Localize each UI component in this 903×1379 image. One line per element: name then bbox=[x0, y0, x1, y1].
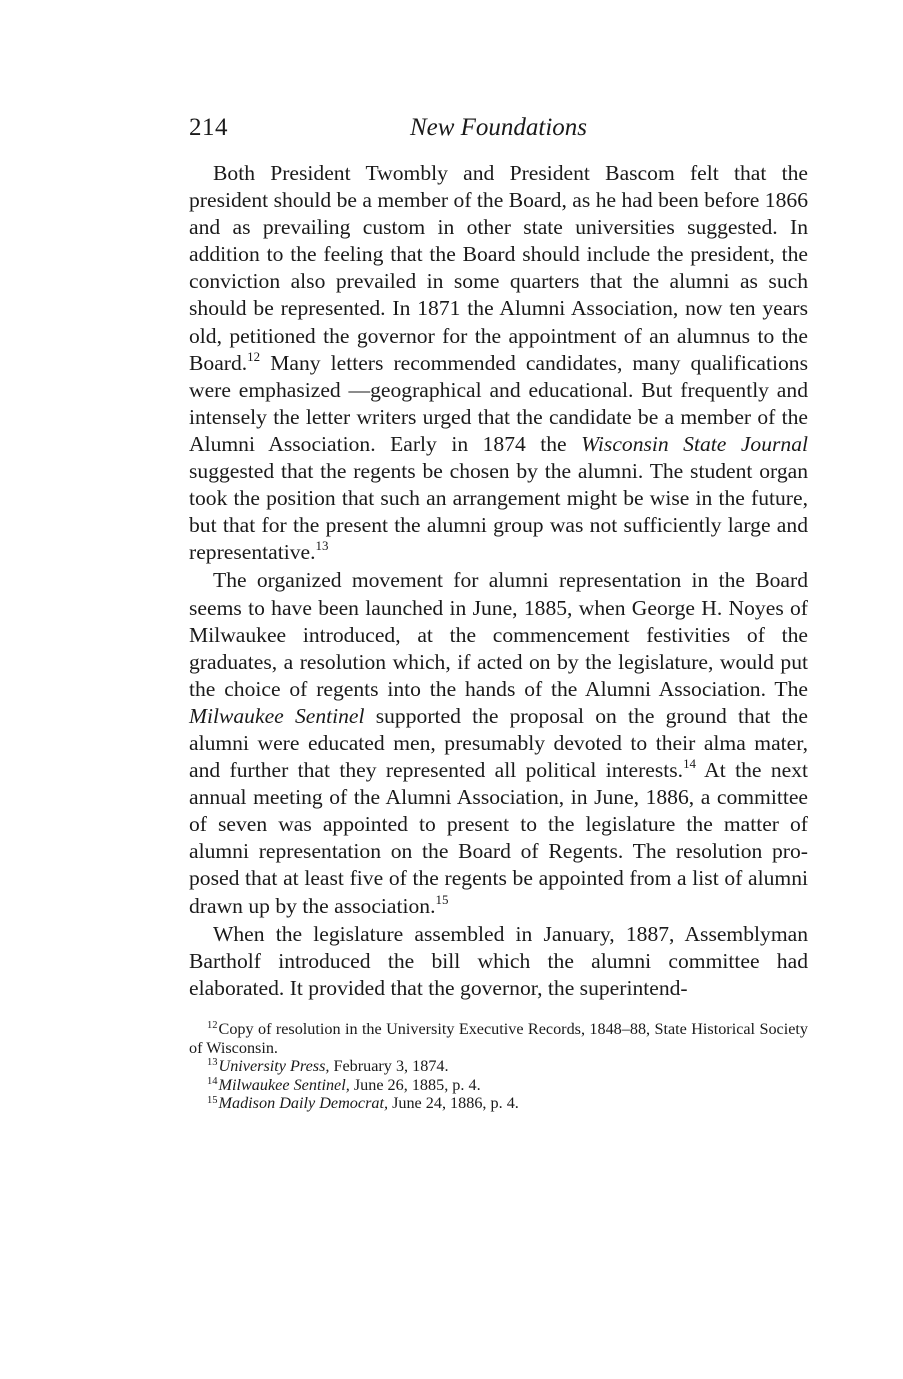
footnote-15 bbox=[189, 1094, 808, 1113]
text-run: June 26, 1885, p. 4. bbox=[349, 1075, 481, 1094]
text-run: At the next annual meeting of the Alumni Association, in June, 1886, a committee of seven was appointed to present to the legislature the matter of alumni representation on the Board of Regents. The resolution proposed that at least five of the regents be appointed from a list of alumni drawn up by the association. bbox=[189, 758, 809, 918]
running-title: New Foundations bbox=[409, 114, 588, 141]
footnote-marker: 14 bbox=[683, 756, 697, 771]
paragraph-1 bbox=[189, 160, 808, 566]
footnote-marker: 13 bbox=[207, 1057, 218, 1069]
footnote-14 bbox=[189, 1076, 808, 1095]
paragraph-3 bbox=[189, 921, 808, 1002]
body-text bbox=[189, 160, 808, 1002]
text-run: Both President Twombly and President Bascom felt that the president should be a member of the Board, as he had been before 1866 and as prevailing custom in other state universities suggested. In addition to the feeling that the Board should include the president, the conviction also prevailed in some quarters that the alumni as such should be represented. In 1871 the Alumni Association, now ten years old, petitioned the governor for the appointment of an alumnus to the Board. bbox=[189, 161, 808, 375]
book-page bbox=[189, 110, 808, 1113]
footnote-marker: 13 bbox=[315, 538, 329, 554]
italic-title: Wisconsin State Journal bbox=[581, 431, 808, 456]
paragraph-2 bbox=[189, 567, 808, 919]
italic-title: Milwaukee Sentinel, bbox=[218, 1075, 350, 1094]
footnote-marker: 12 bbox=[247, 348, 261, 364]
text-run: When the legislature assembled in January, 1887, Assemblyman Bartholf introduced the bill which the alumni committee had elaborated. It provided that the governor, the superintend- bbox=[189, 921, 808, 1000]
text-run: supported the proposal on the ground that the alumni were educated men, presumably devoted to their alma mater, and further that they represented all political interests. bbox=[189, 703, 808, 783]
italic-title: Milwaukee Sentinel bbox=[189, 703, 365, 728]
italic-title: University Press, bbox=[218, 1057, 330, 1076]
text-run: Copy of resolution in the University Executive Records, 1848–88, State Historical Society of Wisconsin. bbox=[189, 1019, 808, 1057]
text-run: February 3, 1874. bbox=[329, 1057, 449, 1076]
italic-title: Madison Daily Democrat, bbox=[218, 1094, 389, 1113]
footnote-marker: 14 bbox=[207, 1075, 218, 1087]
text-run: The organized movement for alumni representation in the Board seems to have been launched in June, 1885, when George H. Noyes of Milwaukee introduced, at the commencement festivities of the graduates, a resolution which, if acted on by the legislature, would put the choice of regents into the hands of the Alumni Association. The bbox=[189, 568, 808, 701]
footnote-marker: 15 bbox=[435, 891, 449, 907]
page-number: 214 bbox=[189, 114, 228, 141]
text-run: suggested that the regents be chosen by the alumni. The student organ took the position that such an arrangement might be wise in the future, but that for the present the alumni group was not sufficiently large and representative. bbox=[189, 459, 808, 565]
footnote-marker: 12 bbox=[207, 1020, 218, 1032]
footnotes bbox=[189, 1020, 808, 1113]
text-run: June 24, 1886, p. 4. bbox=[388, 1094, 519, 1113]
text-run: Many letters recommended candidates, many qualifications were emphasized —geographical and educational. But frequently and intensely the letter writers urged that the candidate be a member of the Alumni Association. Early in 1874 the bbox=[189, 350, 808, 456]
footnote-marker: 15 bbox=[207, 1094, 218, 1106]
footnote-12 bbox=[189, 1020, 808, 1057]
footnote-13 bbox=[189, 1057, 808, 1076]
running-head bbox=[189, 110, 808, 150]
